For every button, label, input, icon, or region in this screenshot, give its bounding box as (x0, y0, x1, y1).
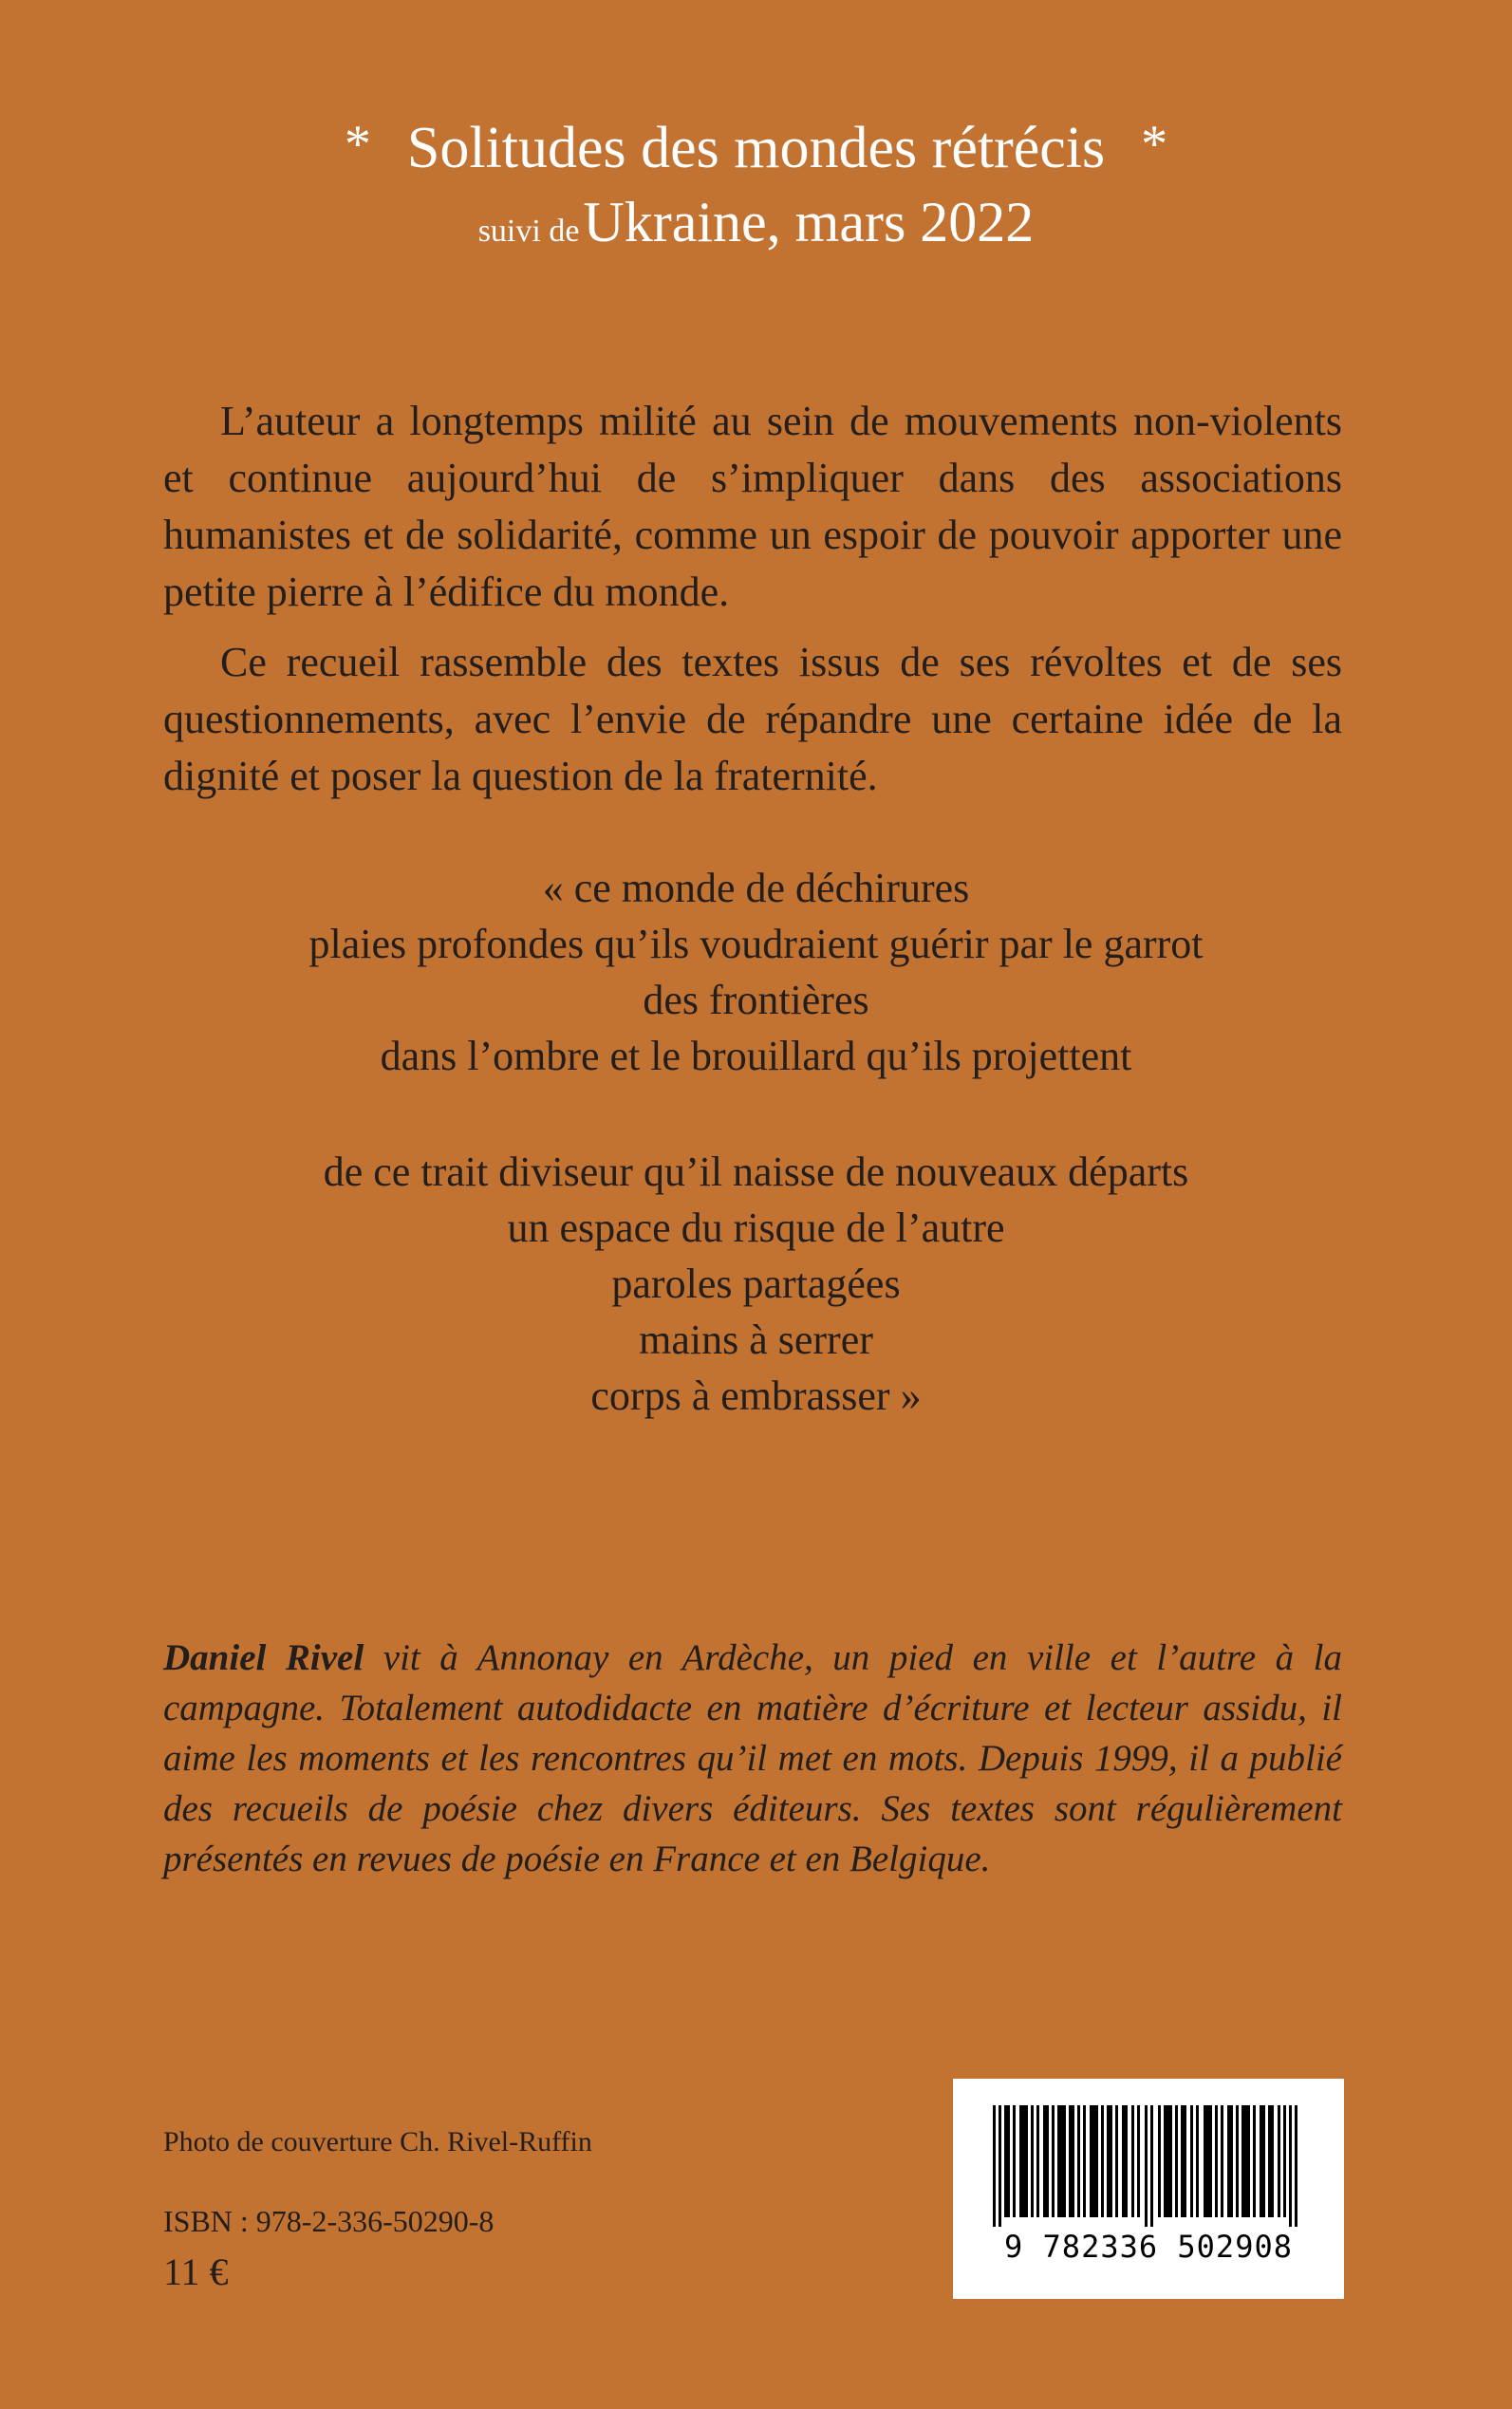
isbn: ISBN : 978-2-336-50290-8 (163, 2204, 495, 2238)
poem-line: plaies profondes qu’ils voudraient guérir par le garrot (308, 921, 1204, 967)
poem-line: « ce monde de déchirures (542, 865, 970, 911)
poem-line: mains à serrer (639, 1317, 873, 1363)
poem-line: un espace du risque de l’autre (507, 1204, 1005, 1251)
subtitle-line (0, 190, 1512, 255)
author-bio-text: vit à Annonay en Ardèche, un pied en ville et l’autre à la campagne. Totalement autodidacte en matière d’écriture et lecteur assidu, il aime les moments et les rencontres qu’il met en mots. Depuis 1999, il a publié des recueils de poésie chez divers éditeurs. Ses textes sont régulièrement présentés en revues de poésie en France et en Belgique. (163, 1637, 1342, 1879)
subtitle: Ukraine, mars 2022 (583, 191, 1035, 254)
subtitle-prefix: suivi de (477, 214, 580, 250)
star-left: * (344, 115, 371, 174)
barcode-number: 9 782336 502908 (1004, 2229, 1293, 2265)
author-name: Daniel Rivel (163, 1637, 364, 1678)
price: 11 € (163, 2250, 229, 2293)
book-title-line (0, 114, 1512, 182)
title-block (0, 114, 1512, 255)
description-paragraph-2: Ce recueil rassemble des textes issus de ses révoltes et de ses questionnements, avec l’envie de répandre une certaine idée de la dignité et poser la question de la fraternité. (163, 639, 1342, 799)
poem-line: des frontières (643, 977, 869, 1023)
poem-line: de ce trait diviseur qu’il naisse de nouveaux départs (323, 1148, 1189, 1195)
barcode (953, 2079, 1344, 2299)
star-right: * (1141, 115, 1168, 174)
poem-line: paroles partagées (611, 1261, 901, 1307)
author-bio (163, 1633, 1342, 1884)
book-title: Solitudes des mondes rétrécis (406, 116, 1106, 180)
photo-credit: Photo de couverture Ch. Rivel-Ruffin (163, 2126, 592, 2157)
poem-line: dans l’ombre et le brouillard qu’ils projettent (380, 1033, 1132, 1079)
barcode-bars (993, 2105, 1304, 2227)
description-paragraph-1: L’auteur a longtemps milité au sein de mouvements non-violents et continue aujourd’hui de s’impliquer dans des associations humanistes et de solidarité, comme un espoir de pouvoir apporter une petite pierre à l’édifice du monde. (163, 398, 1342, 615)
poem-stanza-2 (0, 1144, 1512, 1424)
poem-stanza-1 (0, 860, 1512, 1084)
poem-line: corps à embrasser » (590, 1373, 922, 1419)
